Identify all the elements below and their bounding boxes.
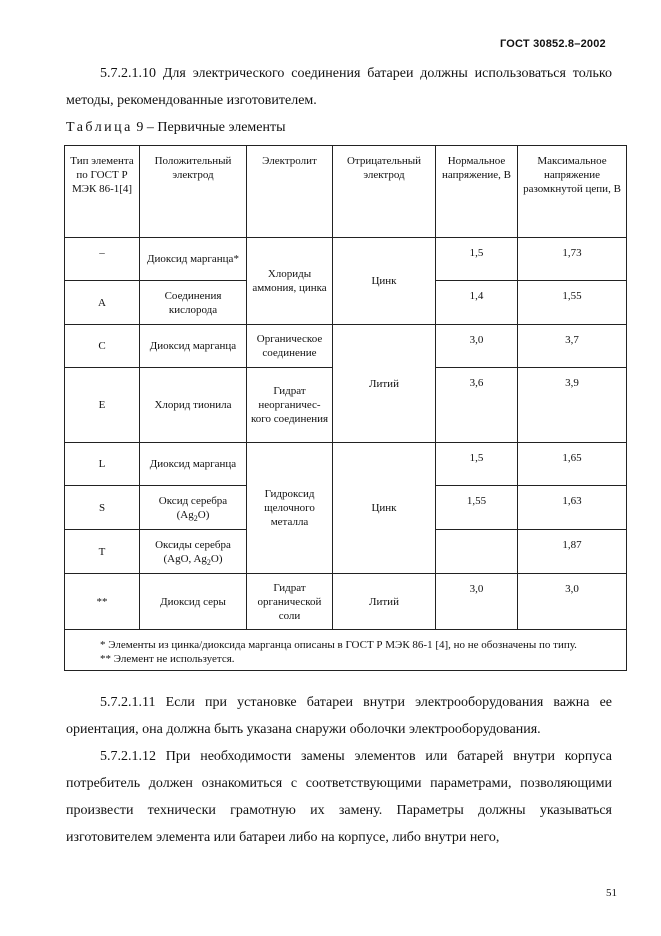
nominal-voltage-cell: 1,5 bbox=[436, 238, 518, 281]
nominal-voltage-cell: 3,0 bbox=[436, 574, 518, 630]
max-voltage-cell: 1,87 bbox=[518, 530, 627, 574]
electrolyte-cell: Органическое соединение bbox=[247, 325, 333, 368]
electrolyte-cell: Хлориды аммония, цинка bbox=[247, 238, 333, 325]
max-voltage-cell: 3,0 bbox=[518, 574, 627, 630]
max-voltage-cell: 1,55 bbox=[518, 281, 627, 325]
electrolyte-cell: Гидроксид щелочного металла bbox=[247, 443, 333, 574]
table-notes bbox=[65, 630, 627, 671]
type-cell: C bbox=[65, 325, 140, 368]
type-cell: L bbox=[65, 443, 140, 486]
positive-electrode-cell: Оксиды серебра (AgO, $Ag_2O$) bbox=[140, 530, 247, 574]
primary-cells-table bbox=[64, 145, 627, 671]
max-voltage-cell: 1,63 bbox=[518, 486, 627, 530]
header-cell: Максимальное напряжение разомкнутой цепи, В bbox=[518, 146, 627, 238]
paragraph-number: 5.7.2.1.10 bbox=[100, 66, 156, 81]
page-number: 51 bbox=[606, 887, 617, 899]
table-note: * Элементы из цинка/диоксида марганца описаны в ГОСТ Р МЭК 86-1 [4], но не обозначены по типу. bbox=[100, 639, 577, 651]
positive-electrode-cell: Диоксид марганца* bbox=[140, 238, 247, 281]
type-cell: E bbox=[65, 368, 140, 443]
nominal-voltage-cell bbox=[436, 530, 518, 574]
type-cell: A bbox=[65, 281, 140, 325]
max-voltage-cell: 1,65 bbox=[518, 443, 627, 486]
table-caption bbox=[66, 120, 286, 136]
positive-electrode-cell: Оксид серебра $(Ag_2O)$ bbox=[140, 486, 247, 530]
electrolyte-cell: Гидрат неорганичес-кого соединения bbox=[247, 368, 333, 443]
table-row bbox=[65, 238, 627, 281]
table-header-row bbox=[65, 146, 627, 238]
negative-electrode-cell: Литий bbox=[333, 574, 436, 630]
positive-electrode-cell: Диоксид марганца bbox=[140, 325, 247, 368]
nominal-voltage-cell: 3,0 bbox=[436, 325, 518, 368]
nominal-voltage-cell: 1,55 bbox=[436, 486, 518, 530]
header-cell: Тип элемента по ГОСТ Р МЭК 86-1[4] bbox=[65, 146, 140, 238]
header-cell: Отрицательный электрод bbox=[333, 146, 436, 238]
paragraph-text: При необходимости замены элементов или батарей внутри корпуса потребитель должен ознакомиться с соответствующими параметрами, позволяющими произвести технически грамотную их замену. Параметры должны указываться изготовителем элемента или батареи либо на корпусе, либо внутри него, bbox=[66, 749, 612, 845]
document-code-header: ГОСТ 30852.8–2002 bbox=[500, 38, 606, 50]
nominal-voltage-cell: 1,5 bbox=[436, 443, 518, 486]
paragraph-text: Если при установке батареи внутри электрооборудования важна ее ориентация, она должна быть указана снаружи оболочки электрооборудования. bbox=[66, 695, 612, 737]
type-cell: S bbox=[65, 486, 140, 530]
paragraph-5-7-2-1-12 bbox=[66, 743, 612, 851]
type-cell: T bbox=[65, 530, 140, 574]
paragraph-5-7-2-1-11 bbox=[66, 689, 612, 743]
table-row bbox=[65, 574, 627, 630]
positive-electrode-cell: Диоксид марганца bbox=[140, 443, 247, 486]
table-row bbox=[65, 443, 627, 486]
table-caption-title: 9 – Первичные элементы bbox=[136, 120, 286, 135]
paragraph-number: 5.7.2.1.12 bbox=[100, 749, 156, 764]
negative-electrode-cell: Литий bbox=[333, 325, 436, 443]
paragraph-number: 5.7.2.1.11 bbox=[100, 695, 156, 710]
type-cell: – bbox=[65, 238, 140, 281]
paragraph-5-7-2-1-10 bbox=[66, 60, 612, 114]
header-cell: Электролит bbox=[247, 146, 333, 238]
table-notes-row bbox=[65, 630, 627, 671]
header-cell: Положительный электрод bbox=[140, 146, 247, 238]
electrolyte-cell: Гидрат органической соли bbox=[247, 574, 333, 630]
negative-electrode-cell: Цинк bbox=[333, 443, 436, 574]
max-voltage-cell: 3,7 bbox=[518, 325, 627, 368]
positive-electrode-cell: Хлорид тионила bbox=[140, 368, 247, 443]
header-cell: Нормальное напряжение, В bbox=[436, 146, 518, 238]
paragraph-text: Для электрического соединения батареи должны использоваться только методы, рекомендованные изготовителем. bbox=[66, 66, 613, 108]
table-row bbox=[65, 325, 627, 368]
table-note: ** Элемент не используется. bbox=[100, 653, 235, 665]
negative-electrode-cell: Цинк bbox=[333, 238, 436, 325]
nominal-voltage-cell: 1,4 bbox=[436, 281, 518, 325]
max-voltage-cell: 1,73 bbox=[518, 238, 627, 281]
max-voltage-cell: 3,9 bbox=[518, 368, 627, 443]
type-cell: ** bbox=[65, 574, 140, 630]
positive-electrode-cell: Диоксид серы bbox=[140, 574, 247, 630]
table-caption-word: Таблица bbox=[66, 120, 133, 135]
positive-electrode-cell: Соединения кислорода bbox=[140, 281, 247, 325]
nominal-voltage-cell: 3,6 bbox=[436, 368, 518, 443]
